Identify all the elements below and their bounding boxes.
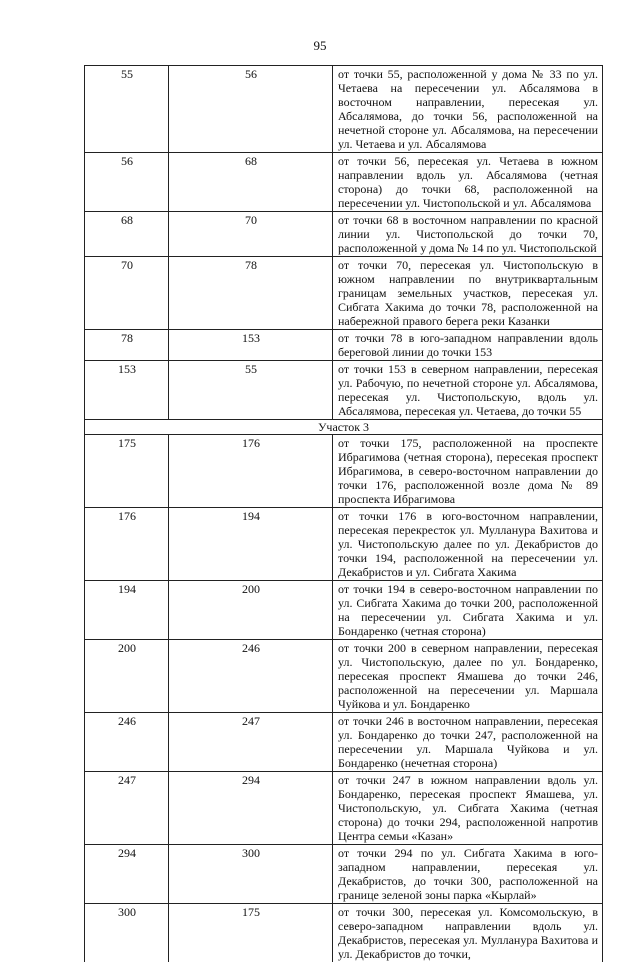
point-to: 247 xyxy=(169,713,333,772)
point-to: 175 xyxy=(169,904,333,962)
segment-description: от точки 200 в северном направлении, пересекая ул. Чистопольскую, далее по ул. Бондаренко, пересекая проспект Ямашева до точки 246, расположенной на пересечении ул. Маршала Чуйкова и ул. Бондаренко xyxy=(333,640,603,713)
table-row xyxy=(85,904,603,962)
point-to: 55 xyxy=(169,361,333,420)
segment-description: от точки 55, расположенной у дома № 33 по ул. Четаева на пересечении ул. Абсалямова в восточном направлении, пересекая ул. Абсалямова, до точки 56, расположенной на нечетной стороне ул. Абсалямова, на пересечении ул. Четаева и ул. Абсалямова xyxy=(333,66,603,153)
point-from: 56 xyxy=(85,153,169,212)
table-row xyxy=(85,212,603,257)
segment-description: от точки 153 в северном направлении, пересекая ул. Рабочую, по нечетной стороне ул. Абсалямова, пересекая ул. Чистопольскую, вдоль ул. Абсалямова, пересекая ул. Четаева, до точки 55 xyxy=(333,361,603,420)
segment-description: от точки 246 в восточном направлении, пересекая ул. Бондаренко до точки 247, расположенной на пересечении ул. Маршала Чуйкова и ул. Бондаренко (нечетная сторона) xyxy=(333,713,603,772)
segment-description: от точки 70, пересекая ул. Чистопольскую в южном направлении по внутриквартальным границам земельных участков, пересекая ул. Сибгата Хакима до точки 78, расположенной на набережной правого берега реки Казанки xyxy=(333,257,603,330)
table-row xyxy=(85,330,603,361)
point-from: 246 xyxy=(85,713,169,772)
point-to: 68 xyxy=(169,153,333,212)
segment-description: от точки 176 в юго-восточном направлении, пересекая перекресток ул. Мулланура Вахитова и ул. Чистопольскую далее по ул. Декабристов до точки 194, расположенной на пересечении ул. Декабристов и ул. Сибгата Хакима xyxy=(333,508,603,581)
page-number: 95 xyxy=(0,38,640,54)
point-from: 200 xyxy=(85,640,169,713)
point-from: 78 xyxy=(85,330,169,361)
point-from: 68 xyxy=(85,212,169,257)
table-row xyxy=(85,153,603,212)
table-row xyxy=(85,257,603,330)
table-row xyxy=(85,435,603,508)
table-row xyxy=(85,508,603,581)
table-row xyxy=(85,713,603,772)
point-from: 70 xyxy=(85,257,169,330)
point-to: 194 xyxy=(169,508,333,581)
point-to: 153 xyxy=(169,330,333,361)
point-from: 153 xyxy=(85,361,169,420)
segment-description: от точки 300, пересекая ул. Комсомольскую, в северо-западном направлении вдоль ул. Декабристов, пересекая ул. Мулланура Вахитова и ул. Декабристов до точки, xyxy=(333,904,603,962)
segment-description: от точки 175, расположенной на проспекте Ибрагимова (четная сторона), пересекая проспект Ибрагимова, в северо-восточном направлении до точки 176, расположенной возле дома № 89 проспекта Ибрагимова xyxy=(333,435,603,508)
table-row xyxy=(85,581,603,640)
table-row xyxy=(85,772,603,845)
segment-description: от точки 247 в южном направлении вдоль ул. Бондаренко, пересекая проспект Ямашева, ул. Чистопольскую, ул. Сибгата Хакима (четная сторона) до точки 294, расположенной напротив Центра семьи «Казан» xyxy=(333,772,603,845)
point-to: 246 xyxy=(169,640,333,713)
point-to: 294 xyxy=(169,772,333,845)
segment-description: от точки 78 в юго-западном направлении вдоль береговой линии до точки 153 xyxy=(333,330,603,361)
table-row xyxy=(85,640,603,713)
point-from: 300 xyxy=(85,904,169,962)
point-from: 247 xyxy=(85,772,169,845)
point-to: 56 xyxy=(169,66,333,153)
point-from: 175 xyxy=(85,435,169,508)
point-to: 200 xyxy=(169,581,333,640)
table-row xyxy=(85,66,603,153)
point-from: 176 xyxy=(85,508,169,581)
table-row xyxy=(85,361,603,420)
segment-description: от точки 294 по ул. Сибгата Хакима в юго-западном направлении, пересекая ул. Декабристов, до точки 300, расположенной на границе зеленой зоны парка «Кырлай» xyxy=(333,845,603,904)
boundary-table xyxy=(84,65,603,962)
point-to: 176 xyxy=(169,435,333,508)
segment-description: от точки 68 в восточном направлении по красной линии ул. Чистопольской до точки 70, расположенной у дома № 14 по ул. Чистопольской xyxy=(333,212,603,257)
point-to: 70 xyxy=(169,212,333,257)
point-from: 55 xyxy=(85,66,169,153)
point-to: 300 xyxy=(169,845,333,904)
table-row xyxy=(85,845,603,904)
point-to: 78 xyxy=(169,257,333,330)
section-header-row xyxy=(85,420,603,435)
point-from: 194 xyxy=(85,581,169,640)
segment-description: от точки 194 в северо-восточном направлении по ул. Сибгата Хакима до точки 200, расположенной на пересечении ул. Сибгата Хакима и ул. Бондаренко (четная сторона) xyxy=(333,581,603,640)
section-title: Участок 3 xyxy=(85,420,603,435)
segment-description: от точки 56, пересекая ул. Четаева в южном направлении вдоль ул. Абсалямова (четная сторона) до точки 68, расположенной на пересечении ул. Чистопольской и ул. Абсалямова xyxy=(333,153,603,212)
point-from: 294 xyxy=(85,845,169,904)
